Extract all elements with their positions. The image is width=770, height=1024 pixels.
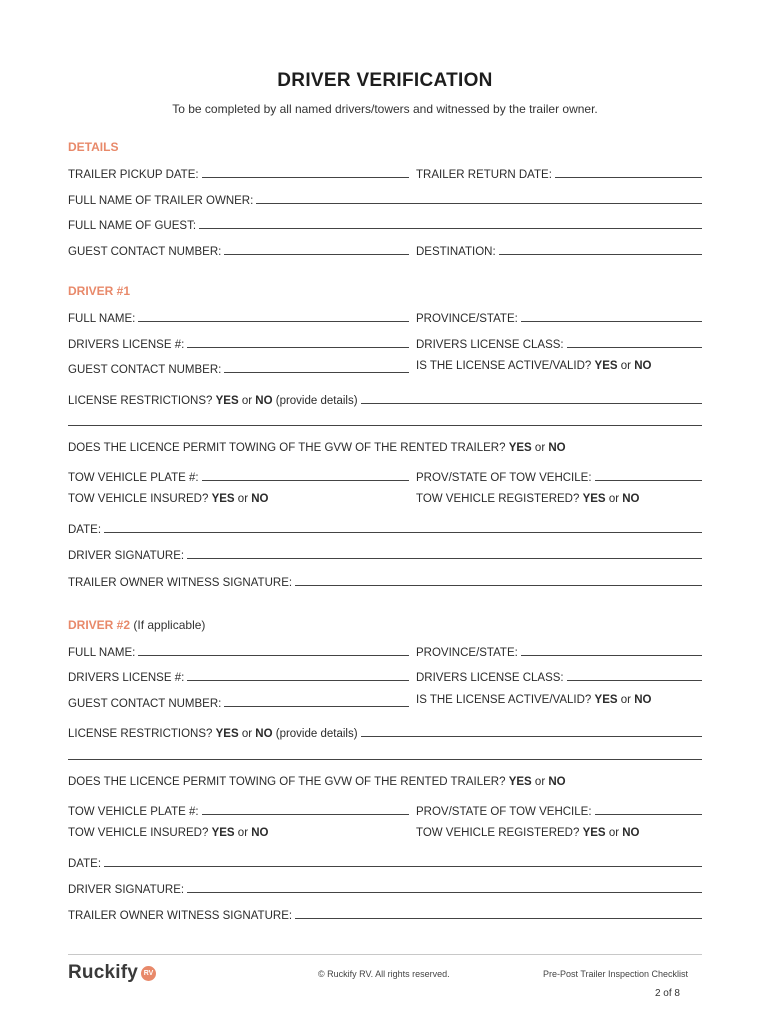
driver1-guest-contact-label: GUEST CONTACT NUMBER:	[68, 364, 222, 376]
driver1-license-active-no[interactable]: NO	[634, 360, 652, 372]
driver2-row-signature	[68, 880, 702, 896]
driver1-restrictions-field[interactable]	[361, 402, 702, 404]
driver2-towing-yes[interactable]: YES	[508, 776, 532, 788]
driver2-plate-field[interactable]	[202, 813, 409, 815]
driver2-towing-no[interactable]: NO	[548, 776, 566, 788]
driver1-plate-label: TOW VEHICLE PLATE #:	[68, 472, 199, 484]
driver2-towing	[68, 776, 566, 788]
driver2-row-license	[68, 668, 702, 684]
driver1-date-label: DATE:	[68, 524, 102, 536]
driver2-towing-label: DOES THE LICENCE PERMIT TOWING OF THE GVW OF THE RENTED TRAILER?	[68, 776, 506, 788]
driver2-full-name-field[interactable]	[138, 654, 409, 656]
guest-name-label: FULL NAME OF GUEST:	[68, 220, 197, 232]
destination-label: DESTINATION:	[416, 246, 496, 258]
driver2-prov-tow-label: PROV/STATE OF TOW VEHCILE:	[416, 806, 592, 818]
details-row-owner	[68, 191, 702, 207]
driver1-province-label: PROVINCE/STATE:	[416, 313, 518, 325]
driver2-heading	[68, 618, 205, 632]
driver1-row-plate	[68, 468, 702, 484]
driver1-restrictions-no[interactable]: NO	[255, 395, 273, 407]
page-title: DRIVER VERIFICATION	[277, 70, 493, 91]
driver1-license-label: DRIVERS LICENSE #:	[68, 339, 185, 351]
footer-copyright: © Ruckify RV. All rights reserved.	[318, 969, 450, 979]
driver2-license-active-label: IS THE LICENSE ACTIVE/VALID?	[416, 694, 592, 706]
driver2-date-label: DATE:	[68, 858, 102, 870]
driver2-license-active	[416, 694, 651, 706]
driver2-license-class-field[interactable]	[567, 679, 702, 681]
driver1-license-active-label: IS THE LICENSE ACTIVE/VALID?	[416, 360, 592, 372]
driver1-registered	[416, 493, 640, 505]
driver2-plate-label: TOW VEHICLE PLATE #:	[68, 806, 199, 818]
driver1-registered-no[interactable]: NO	[622, 493, 640, 505]
driver1-registered-label: TOW VEHICLE REGISTERED?	[416, 493, 580, 505]
ruckify-logo	[68, 962, 156, 984]
driver2-row-restrictions	[68, 724, 702, 740]
driver2-license-active-no[interactable]: NO	[634, 694, 652, 706]
driver2-license-active-or: or	[620, 694, 631, 706]
driver2-witness-field[interactable]	[295, 917, 702, 919]
driver1-restrictions-label	[68, 395, 361, 407]
driver2-license-active-yes[interactable]: YES	[594, 694, 618, 706]
driver1-witness-field[interactable]	[295, 584, 702, 586]
driver2-restrictions-yes[interactable]: YES	[215, 728, 239, 740]
logo-text: Ruckify	[68, 962, 139, 983]
pickup-date-label: TRAILER PICKUP DATE:	[68, 169, 199, 181]
driver1-row-name	[68, 309, 702, 325]
driver1-registered-or: or	[608, 493, 620, 505]
driver1-guest-contact-field[interactable]	[224, 371, 409, 373]
driver2-heading-text: DRIVER #2	[68, 618, 131, 632]
driver1-row-towing	[68, 442, 702, 458]
driver1-insured-or: or	[237, 493, 249, 505]
driver2-row-plate	[68, 802, 702, 818]
driver1-province-field[interactable]	[521, 320, 702, 322]
driver1-signature-label: DRIVER SIGNATURE:	[68, 550, 185, 562]
driver1-heading-text: DRIVER #1	[68, 284, 131, 298]
driver2-towing-or: or	[534, 776, 546, 788]
details-row-contact	[68, 242, 702, 258]
driver1-license-active	[416, 360, 651, 372]
driver2-row-date	[68, 854, 702, 870]
driver1-full-name-field[interactable]	[138, 320, 409, 322]
driver2-license-class-label: DRIVERS LICENSE CLASS:	[416, 672, 564, 684]
driver2-insured	[68, 827, 268, 839]
driver1-license-active-yes[interactable]: YES	[594, 360, 618, 372]
driver2-witness-label: TRAILER OWNER WITNESS SIGNATURE:	[68, 910, 293, 922]
driver2-row-insured	[68, 827, 702, 843]
driver1-date-field[interactable]	[104, 531, 702, 533]
owner-name-field[interactable]	[256, 202, 702, 204]
owner-name-label: FULL NAME OF TRAILER OWNER:	[68, 195, 254, 207]
page-number: 2 of 8	[654, 988, 680, 999]
driver1-row-restrictions	[68, 391, 702, 407]
driver1-restrictions-text: LICENSE RESTRICTIONS?	[68, 395, 213, 407]
driver1-insured-label: TOW VEHICLE INSURED?	[68, 493, 209, 505]
driver2-row-name	[68, 643, 702, 659]
driver2-restrictions-field[interactable]	[361, 735, 702, 737]
driver2-row-towing	[68, 776, 702, 792]
driver2-restrictions-no[interactable]: NO	[255, 728, 273, 740]
driver2-signature-field[interactable]	[187, 891, 702, 893]
driver1-towing-yes[interactable]: YES	[508, 442, 532, 454]
driver2-restrictions-note: (provide details)	[275, 728, 358, 740]
driver1-insured	[68, 493, 268, 505]
driver1-row-signature	[68, 546, 702, 562]
driver2-full-name-label: FULL NAME:	[68, 647, 136, 659]
driver1-license-active-or: or	[620, 360, 631, 372]
driver1-towing	[68, 442, 566, 454]
driver1-license-class-field[interactable]	[567, 346, 702, 348]
driver1-restrictions-yes[interactable]: YES	[215, 395, 239, 407]
driver2-restrictions-text: LICENSE RESTRICTIONS?	[68, 728, 213, 740]
return-date-label: TRAILER RETURN DATE:	[416, 169, 552, 181]
driver1-witness-label: TRAILER OWNER WITNESS SIGNATURE:	[68, 577, 293, 589]
driver2-guest-contact-label: GUEST CONTACT NUMBER:	[68, 698, 222, 710]
guest-name-field[interactable]	[199, 227, 702, 229]
driver2-registered-no[interactable]: NO	[622, 827, 640, 839]
driver2-insured-yes[interactable]: YES	[211, 827, 235, 839]
driver1-towing-label: DOES THE LICENCE PERMIT TOWING OF THE GVW OF THE RENTED TRAILER?	[68, 442, 506, 454]
driver2-restrictions-label	[68, 728, 361, 740]
return-date-field[interactable]	[555, 176, 702, 178]
driver1-restrictions-or: or	[241, 395, 253, 407]
driver2-license-field[interactable]	[187, 679, 409, 681]
driver1-row-insured	[68, 493, 702, 509]
driver2-row-witness	[68, 906, 702, 922]
driver1-insured-yes[interactable]: YES	[211, 493, 235, 505]
driver2-date-field[interactable]	[104, 865, 702, 867]
driver1-restrictions-note: (provide details)	[275, 395, 358, 407]
driver2-province-label: PROVINCE/STATE:	[416, 647, 518, 659]
driver2-prov-tow-field[interactable]	[595, 813, 702, 815]
driver1-towing-no[interactable]: NO	[548, 442, 566, 454]
details-row-guest	[68, 216, 702, 232]
logo-badge: RV	[141, 966, 156, 981]
driver1-restrictions-extra-line[interactable]	[68, 425, 702, 426]
driver2-province-field[interactable]	[521, 654, 702, 656]
driver2-restrictions-extra-line[interactable]	[68, 759, 702, 760]
driver1-row-contact	[68, 360, 702, 376]
driver2-registered-yes[interactable]: YES	[582, 827, 606, 839]
driver2-insured-label: TOW VEHICLE INSURED?	[68, 827, 209, 839]
driver1-license-field[interactable]	[187, 346, 409, 348]
driver2-restrictions-or: or	[241, 728, 253, 740]
driver1-signature-field[interactable]	[187, 557, 702, 559]
driver1-row-license	[68, 335, 702, 351]
details-row-dates	[68, 165, 702, 181]
guest-contact-field[interactable]	[224, 253, 409, 255]
driver1-row-witness	[68, 573, 702, 589]
driver1-towing-or: or	[534, 442, 546, 454]
driver2-guest-contact-field[interactable]	[224, 705, 409, 707]
driver2-signature-label: DRIVER SIGNATURE:	[68, 884, 185, 896]
driver1-prov-tow-label: PROV/STATE OF TOW VEHCILE:	[416, 472, 592, 484]
details-heading: DETAILS	[68, 140, 119, 154]
driver1-plate-field[interactable]	[202, 479, 409, 481]
driver1-heading	[68, 284, 130, 298]
footer-doc-name: Pre-Post Trailer Inspection Checklist	[543, 969, 689, 979]
page-subtitle: To be completed by all named drivers/towers and witnessed by the trailer owner.	[172, 102, 598, 116]
driver1-full-name-label: FULL NAME:	[68, 313, 136, 325]
driver2-registered-label: TOW VEHICLE REGISTERED?	[416, 827, 580, 839]
driver1-row-date	[68, 520, 702, 536]
driver2-heading-note: (If applicable)	[133, 618, 206, 632]
driver1-license-class-label: DRIVERS LICENSE CLASS:	[416, 339, 564, 351]
footer-divider	[68, 954, 702, 955]
guest-contact-label: GUEST CONTACT NUMBER:	[68, 246, 222, 258]
driver1-registered-yes[interactable]: YES	[582, 493, 606, 505]
driver2-row-contact	[68, 694, 702, 710]
driver1-insured-no[interactable]: NO	[251, 493, 269, 505]
driver2-insured-or: or	[237, 827, 249, 839]
driver2-license-label: DRIVERS LICENSE #:	[68, 672, 185, 684]
destination-field[interactable]	[499, 253, 702, 255]
driver2-registered-or: or	[608, 827, 620, 839]
pickup-date-field[interactable]	[202, 176, 409, 178]
driver1-prov-tow-field[interactable]	[595, 479, 702, 481]
driver2-insured-no[interactable]: NO	[251, 827, 269, 839]
driver2-registered	[416, 827, 640, 839]
